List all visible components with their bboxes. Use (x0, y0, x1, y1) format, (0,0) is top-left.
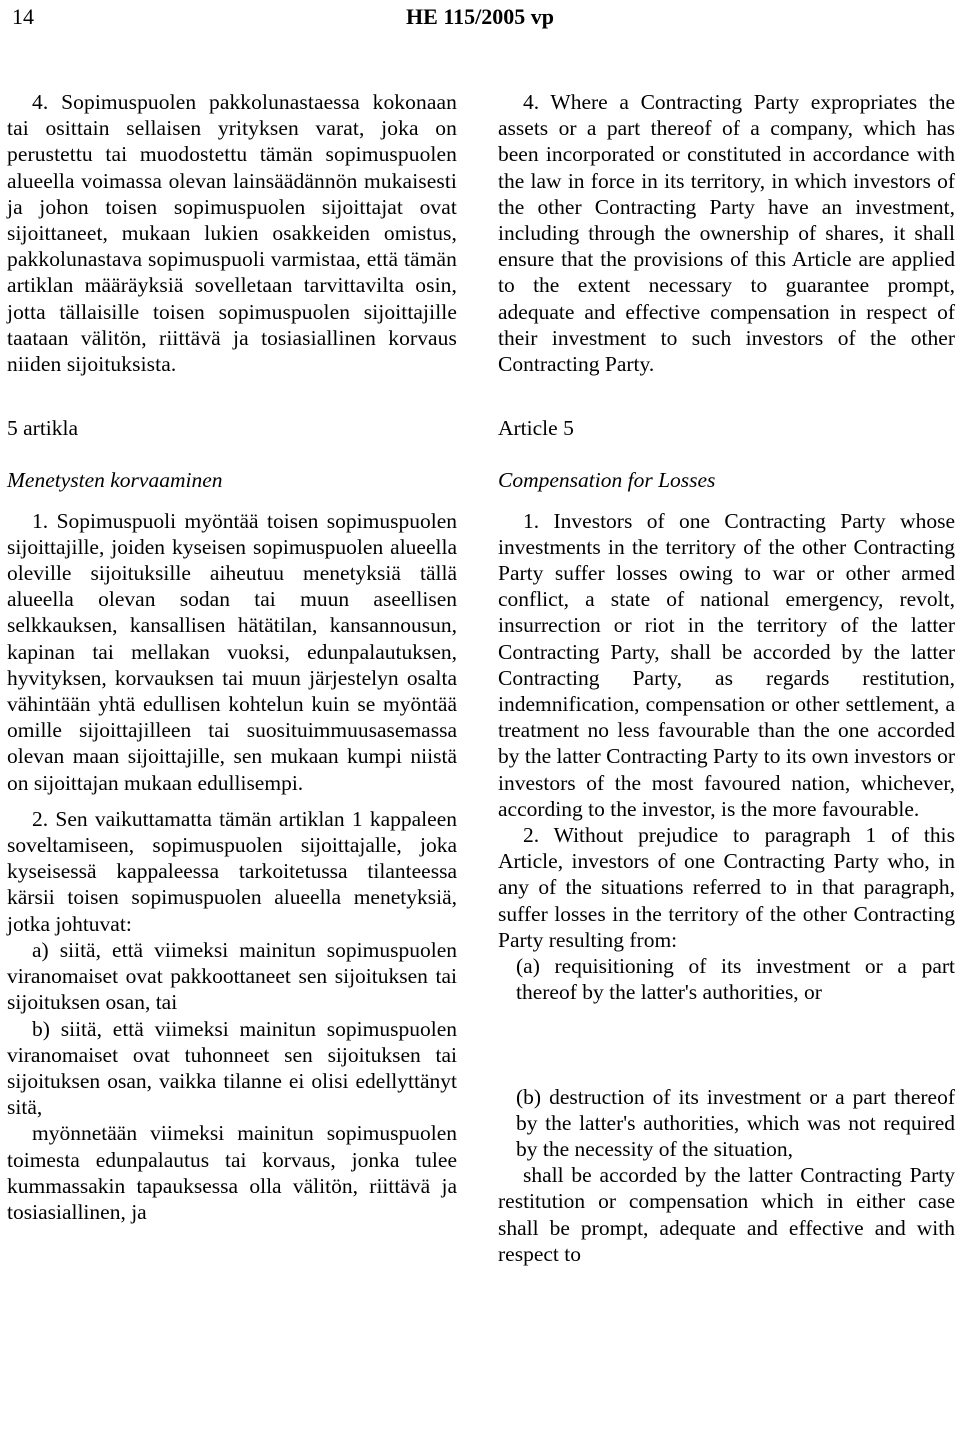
fi-paragraph-2: 2. Sen vaikuttamatta tämän artiklan 1 kappaleen soveltamiseen, sopimuspuolen sijoittajalle, joka kyseisessä kappaleessa tarkoitetussa tilanteessa kärsii toisen sopimuspuolen alueella menetyksiä, jotka johtuvat: (7, 806, 457, 936)
english-column (498, 89, 955, 1267)
en-paragraph-2: 2. Without prejudice to paragraph 1 of this Article, investors of one Contracting Party who, in any of the situations referred to in that paragraph, suffer losses in the territory of the other Contracting Party resulting from: (498, 823, 955, 952)
fi-article-heading: 5 artikla (7, 416, 79, 441)
page-header (0, 4, 960, 30)
en-paragraph-4: 4. Where a Contracting Party expropriates the assets or a part thereof of a company, which has been incorporated or constituted in accordance with the law in force in its territory, in which investors of the other Contracting Party have an investment, including through the ownership of shares, it shall ensure that the provisions of this Article are applied to the extent necessary to guarantee prompt, adequate and effective compensation in respect of their investment to such investors of the other Contracting Party. (498, 90, 955, 377)
en-paragraph-2c: shall be accorded by the latter Contracting Party restitution or compensation which in either case shall be prompt, adequate and effective and with respect to (498, 1163, 955, 1266)
fi-paragraph-2c: myönnetään viimeksi mainitun sopimuspuolen toimesta edunpalautus tai korvaus, jonka tulee kummassakin tapauksessa olla välitön, riittävä ja tosiasiallinen, ja (7, 1121, 457, 1224)
en-paragraph-2a: (a) requisitioning of its investment or a part thereof by the latter's authorities, or (516, 954, 955, 1005)
fi-paragraph-1: 1. Sopimuspuoli myöntää toisen sopimuspuolen sijoittajille, joiden kyseisen sopimuspuolen alueella oleville sijoituksille aiheutuu menetyksiä tällä alueella olevan sodan tai muun aseellisen selkkauksen, kansallisen hätätilan, kansannousun, kapinan tai mellakan vuoksi, edunpalautuksen, hyvityksen, korvauksen tai muun järjestelyn osalta vähintään yhtä edullisen kohtelun kuin se myöntää omille sijoittajilleen tai suosituimmuusasemassa olevan maan sijoittajille, sen mukaan kumpi niistä on sijoittajan mukaan edullisempi. (7, 508, 457, 795)
fi-paragraph-4: 4. Sopimuspuolen pakkolunastaessa kokonaan tai osittain sellaisen yrityksen varat, joka on perustettu tai muodostettu tämän sopimuspuolen alueella voimassa olevan lainsäädännön mukaisesti ja johon toisen sopimuspuolen sijoittajat ovat sijoittaneet, mukaan lukien osakkeiden omistus, pakkolunastava sopimuspuoli varmistaa, että tämän artiklan määräyksiä sovelletaan tarvittavilta osin, jotta tällaisille toisen sopimuspuolen sijoittajille taataan välitön, riittävä ja tosiasiallinen korvaus niiden sijoituksista. (7, 90, 457, 377)
page-number: 14 (12, 4, 34, 29)
fi-article-title: Menetysten korvaaminen (7, 468, 223, 493)
en-paragraph-2b: (b) destruction of its investment or a part thereof by the latter's authorities, which was not required by the necessity of the situation, (516, 1084, 955, 1161)
fi-paragraph-2b: b) siitä, että viimeksi mainitun sopimuspuolen viranomaiset ovat tuhonneet sen sijoituksen tai sijoituksen osan, vaikka tilanne ei olisi edellyttänyt sitä, (7, 1016, 457, 1120)
en-article-heading: Article 5 (498, 416, 574, 441)
en-paragraph-1: 1. Investors of one Contracting Party whose investments in the territory of the other Contracting Party suffer losses owing to war or other armed conflict, a state of national emergency, revolt, insurrection or riot in the territory of the latter Contracting Party, shall be accorded by the latter Contracting Party, as regards restitution, indemnification, compensation or other settlement, a treatment no less favourable than the one accorded by the latter Contracting Party to its own investors or investors of the most favoured nation, whichever, according to the investor, is the more favourable. (498, 508, 955, 821)
en-article-title: Compensation for Losses (498, 468, 716, 493)
finnish-column (7, 89, 457, 1225)
document-id: HE 115/2005 vp (406, 4, 554, 29)
fi-paragraph-2a: a) siitä, että viimeksi mainitun sopimuspuolen viranomaiset ovat pakkoottaneet sen sijoituksen tai sijoituksen osan, tai (7, 937, 457, 1015)
